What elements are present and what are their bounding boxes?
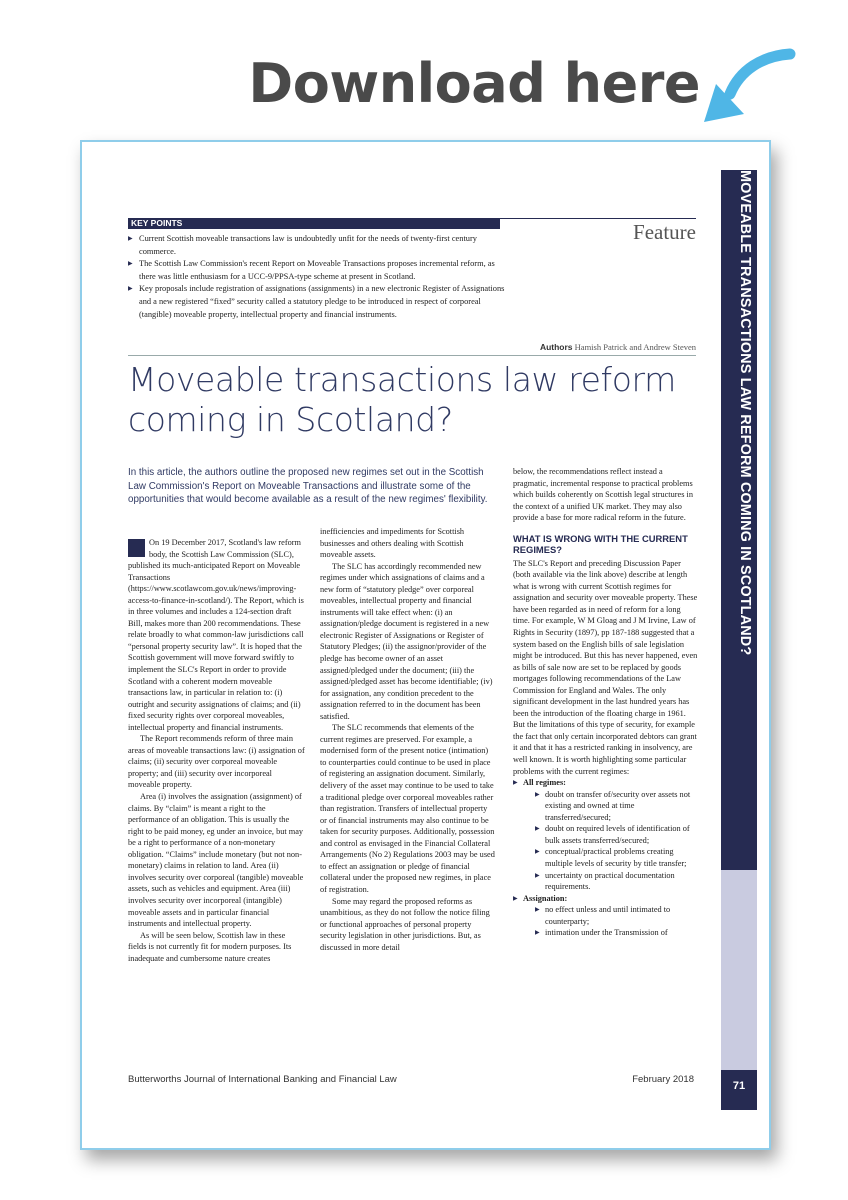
paragraph: The SLC recommends that elements of the current regimes are preserved. For example, a modernised form of the present notice (intimation) to counterparties could continue to be used in place of registering an assignation document. Similarly, delivery of the asset may continue to be used to take a traditional pledge over corporeal moveables rather than registration. Transfers of intellectual property or of financial instruments may also continue to be taken for security purposes. Additionally, possession and control as envisaged in the Financial Collateral Arrangements (No 2) Regulations 2003 may be used to effect an assignation or pledge of financial collateral under the proposed new regimes, in place of registration. <box>320 723 495 894</box>
key-point-item: ▶ Key proposals include registration of assignations (assignments) in a new electronic Register of Assignations and a new registered “fixed” security called a statutory pledge to be introduced in respect of corporeal (tangible) moveable property, intellectual property and financial instruments. <box>128 283 508 321</box>
section-label: Feature <box>633 220 696 244</box>
text-column-2 <box>320 526 496 953</box>
text-column-3 <box>513 466 699 939</box>
list-item: ▶ Assignation: ▶ no effect unless and until intimated to counterparty; ▶ intimation under the Transmission of <box>513 893 699 939</box>
key-point-item: ▶ The Scottish Law Commission's recent Report on Moveable Transactions proposes incremental reform, as there was little enthusiasm for a UCC-9/PPSA-type scheme at present in Scotland. <box>128 258 508 283</box>
key-point-item: ▶ Current Scottish moveable transactions law is undoubtedly unfit for the needs of twenty-first century commerce. <box>128 233 508 258</box>
list-item: ▶ uncertainty on practical documentation requirements. <box>535 870 699 893</box>
article-title: Moveable transactions law reform coming in Scotland? <box>128 360 676 439</box>
authors-names: Hamish Patrick and Andrew Steven <box>574 342 696 352</box>
authors-line <box>440 342 696 352</box>
text-column-1 <box>128 537 305 964</box>
list-item: ▶ All regimes: ▶ doubt on transfer of/security over assets not existing and owned at time transferred/secured; ▶ doubt on required levels of identification of bulk assets transferred/secured; ▶ conceptual/practical problems creating multiple levels of security by title transfer; ▶ uncertainty on practical documentation requirements. <box>513 777 699 892</box>
paragraph: Area (i) involves the assignation (assignment) of claims. By “claim” is meant a right to the performance of an obligation. This is usually the right to be paid money, eg under an invoice, but may be a right to performance of a non-monetary obligation. “Claims” include monetary (but not non-monetary) claims in relation to land. Area (ii) involves security over corporeal (tangible) moveable assets, such as vehicles and equipment. Area (iii) involves security over incorporeal (intangible) moveable assets and in particular financial instruments and intellectual property. <box>128 792 304 929</box>
key-points-list <box>128 233 508 321</box>
paragraph: below, the recommendations reflect instead a pragmatic, incremental response to practical problems which builds coherently on Scottish legal structures in the context of a unified UK market. They may also provide a base for more radical reform in the future. <box>513 467 693 523</box>
paragraph: inefficiencies and impediments for Scottish businesses and others dealing with Scottish moveable assets. <box>320 527 465 560</box>
key-points-heading: KEY POINTS <box>128 218 500 229</box>
section-heading: WHAT IS WRONG WITH THE CURRENT REGIMES? <box>513 532 688 556</box>
footer-journal: Butterworths Journal of International Banking and Financial Law <box>128 1074 397 1085</box>
paragraph: Some may regard the proposed reforms as unambitious, as they do not follow the notice filing or functional approaches of personal property security legislation in other jurisdictions. But, as discussed in more detail <box>320 896 490 952</box>
drop-cap-block <box>128 539 145 557</box>
list-item: ▶ doubt on transfer of/security over assets not existing and owned at time transferred/secured; <box>535 789 699 824</box>
key-points-rule <box>500 218 696 219</box>
authors-label: Authors <box>539 342 573 352</box>
problems-list <box>513 777 699 939</box>
running-title: MOVEABLE TRANSACTIONS LAW REFORM COMING IN SCOTLAND? <box>737 170 753 656</box>
paragraph: The Report recommends reform of three main areas of moveable transactions law: (i) assignation of claims; (ii) security over corporeal moveable property; and (iii) security over incorporeal moveable property. <box>128 734 305 790</box>
paragraph: As will be seen below, Scottish law in these fields is not currently fit for modern purposes. Its inadequate and cumbersome nature creates <box>128 930 292 963</box>
paragraph: On 19 December 2017, Scotland's law reform body, the Scottish Law Commission (SLC), published its much-anticipated Report on Moveable Transactions (https://www.scotlawcom.gov.uk/news/improving-access-to-finance-in-scotland/). The Report, which is in three volumes and includes a 124-section draft Bill, makes more than 200 recommendations. These relate broadly to what common-law jurisdictions call “personal property security law”. It is hoped that the Scottish government will move forward swiftly to implement the SLC's Report in order to provide Scotland with a coherent modern moveable transactions law, in particular in relation to: (i) outright and security assignations of claims; and (ii) fixed security rights over corporeal moveables, intellectual property and financial instruments. <box>128 538 304 732</box>
page-number: 71 <box>721 1075 757 1103</box>
sidebar-band-pale <box>721 870 757 1070</box>
list-item: ▶ no effect unless and until intimated to counterparty; <box>535 904 699 927</box>
arrow-down-left-icon[interactable] <box>700 44 796 128</box>
footer-date: February 2018 <box>632 1074 694 1085</box>
list-item: ▶ conceptual/practical problems creating multiple levels of security by title transfer; <box>535 846 699 869</box>
paragraph: The SLC's Report and preceding Discussion Paper (both available via the link above) describe at length what is wrong with current Scottish regimes for assignation and security over moveable property. These have been regarded as in need of reform for a long time. For example, W M Gloag and J M Irvine, Law of Rights in Security (1897), pp 187-188 suggested that a system based on the English bills of sale legislation might be introduced. But this has never happened, even as bills of sale now are set to be replaced by goods mortgages following recommendations of the Law Commission for England and Wales. The only significant development in the last hundred years has been the introduction of the floating charge in 1961. But the limitations of this type of security, for example the fact that only certain incorporated debtors can grant it and that it has a restricted ranking in insolvency, are well known. It is worth highlighting some particular problems with the current regimes: <box>513 558 698 776</box>
authors-rule <box>128 355 696 356</box>
paragraph: The SLC has accordingly recommended new regimes under which assignations of claims and a new form of “statutory pledge” over corporeal moveables, intellectual property and financial instruments will take effect when: (i) an assignation/pledge document is registered in a new electronic Register of Assignations or Register of Statutory Pledges; (ii) the assignor/provider of the pledge has become owner of an asset assigned/pledged under the document; (iii) the assigned/pledged asset has become identifiable; (iv) for assignation, any condition precedent to the assignation referred to in the document has been satisfied. <box>320 561 493 721</box>
list-item: ▶ doubt on required levels of identification of bulk assets transferred/secured; <box>535 823 699 846</box>
download-here-heading[interactable]: Download here <box>248 52 700 115</box>
article-intro: In this article, the authors outline the proposed new regimes set out in the Scottish Law Commission's Report on Moveable Transactions and illustrate some of the opportunities that would become available as a result of the new regimes' flexibility. <box>128 467 488 505</box>
list-item: ▶ intimation under the Transmission of <box>535 927 699 939</box>
